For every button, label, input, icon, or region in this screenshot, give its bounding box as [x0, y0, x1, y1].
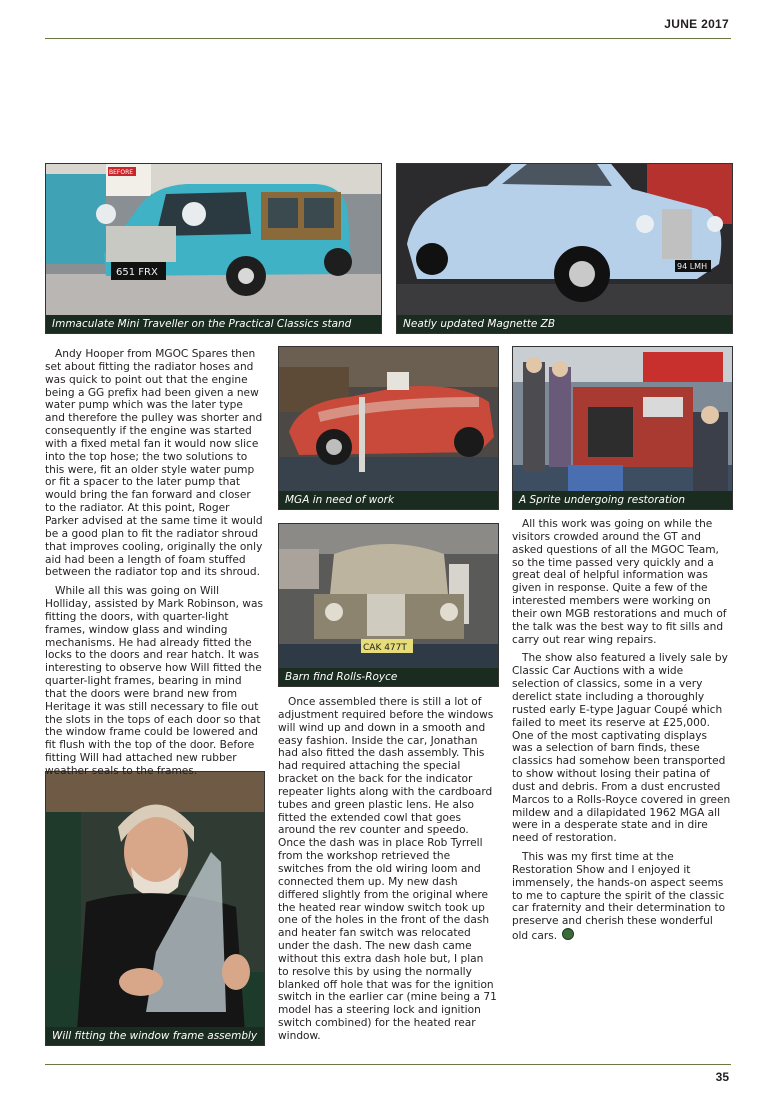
photo-sprite	[512, 346, 733, 510]
issue-date: JUNE 2017	[664, 17, 729, 31]
photo-rolls-royce	[278, 523, 499, 687]
page-number: 35	[715, 1070, 729, 1084]
rolls-plate: CAK 477T	[363, 643, 407, 653]
mini-traveller-illustration	[46, 164, 381, 333]
before-sign: BEFORE	[109, 169, 134, 176]
end-mark-icon	[562, 928, 574, 940]
mga-illustration	[279, 347, 498, 509]
photo-mga	[278, 346, 499, 510]
paragraph: All this work was going on while the visitors crowded around the GT and asked questions of all the MGOC Team, so the time passed very quickly and a great deal of helpful information was given in response. Quite a few of the interested members were working on their own MGB restorations and much of the talk was the best way to fit sills and carry out rear wing repairs.	[512, 518, 727, 646]
caption-magnette: Neatly updated Magnette ZB	[397, 315, 732, 333]
footer-rule	[45, 1064, 731, 1065]
rolls-royce-illustration	[279, 524, 498, 686]
paragraph: The show also featured a lively sale by Classic Car Auctions with a wide selection of classics, some in a very derelict state including a thoroughly rusted early E-type Jaguar Coupé which failed to meet its reserve at £25,000. One of the most captivating displays was a selection of barn finds, these classics had somehow been transported to show without losing their patina of dust and debris. From a dust encrusted Marcos to a Rolls-Royce covered in green mildew and a dilapidated 1962 MGA all were in a desperate state and in dire need of restoration.	[512, 652, 731, 845]
caption-mini-traveller: Immaculate Mini Traveller on the Practical Classics stand	[46, 315, 381, 333]
caption-sprite: A Sprite undergoing restoration	[513, 491, 732, 509]
will-illustration	[46, 772, 264, 1045]
article-column-2	[278, 696, 497, 1049]
paragraph: While all this was going on Will Holliday, assisted by Mark Robinson, was fitting the doors, with quarter-light frames, window glass and winding mechanisms. He had already fitted the locks to the doors and rear hatch. It was interesting to observe how Will fitted the quarter-light frames, bearing in mind that the doors were brand new from Heritage it was still necessary to file out the slots in the tops of each door so that the window frame could be lowered and fit flush with the top of the door. Before fitting Will had attached new rubber weather seals to the frames.	[45, 585, 263, 777]
caption-will-window-frame: Will fitting the window frame assembly	[46, 1027, 264, 1045]
photo-mini-traveller	[45, 163, 382, 334]
magnette-plate: 94 LMH	[677, 262, 708, 271]
caption-mga: MGA in need of work	[279, 491, 498, 509]
photo-will-window-frame	[45, 771, 265, 1046]
paragraph: Andy Hooper from MGOC Spares then set about fitting the radiator hoses and was quick to point out that the engine being a GG prefix had been given a new water pump which was the later type and therefore the pulley was shorter and consequently if the engine was started with a fixed metal fan it would now slice into the top hose; the two solutions to this were, fit an older style water pump or fit a spacer to the later pump that would bring the fan forward and closer to the radiator. At this point, Roger Parker advised at the same time it would be a good plan to fit the radiator shroud that improves cooling, originally the only aid had been a length of foam stuffed between the radiator top and its shroud.	[45, 348, 263, 579]
mini-plate: 651 FRX	[116, 267, 158, 278]
sprite-illustration	[513, 347, 732, 509]
paragraph-final-text: This was my first time at the Restoration Show and I enjoyed it immensely, the hands-on aspect seems to me to capture the spirit of the classic car fraternity and their determination to preserve and cherish these wonderful old cars.	[512, 851, 726, 943]
caption-rolls-royce: Barn find Rolls-Royce	[279, 668, 498, 686]
paragraph: Once assembled there is still a lot of adjustment required before the windows will wind up and down in a smooth and easy fashion. Inside the car, Jonathan had also fitted the dash assembly. This had required attaching the special bracket on the back for the indicator repeater lights along with the cardboard tubes and green plastic lens. He also fitted the extended cowl that goes around the rev counter and speedo. Once the dash was in place Rob Tyrrell from the workshop retrieved the switches from the old wiring loom and connected them up. My new dash differed slightly from the original where the heated rear window switch took up one of the holes in the front of the dash and heater fan switch was relocated under the dash. The new dash came without this extra dash hole but, I plan to resolve this by using the normally blanked off hole that was for the ignition switch in the earlier car (mine being a 71 model has a steering lock and ignition switch combined) for the heated rear window.	[278, 696, 497, 1042]
photo-magnette	[396, 163, 733, 334]
article-column-1	[45, 348, 263, 784]
article-column-3	[512, 518, 731, 949]
magnette-illustration	[397, 164, 732, 333]
paragraph-final	[512, 851, 731, 943]
header-rule	[45, 38, 731, 39]
